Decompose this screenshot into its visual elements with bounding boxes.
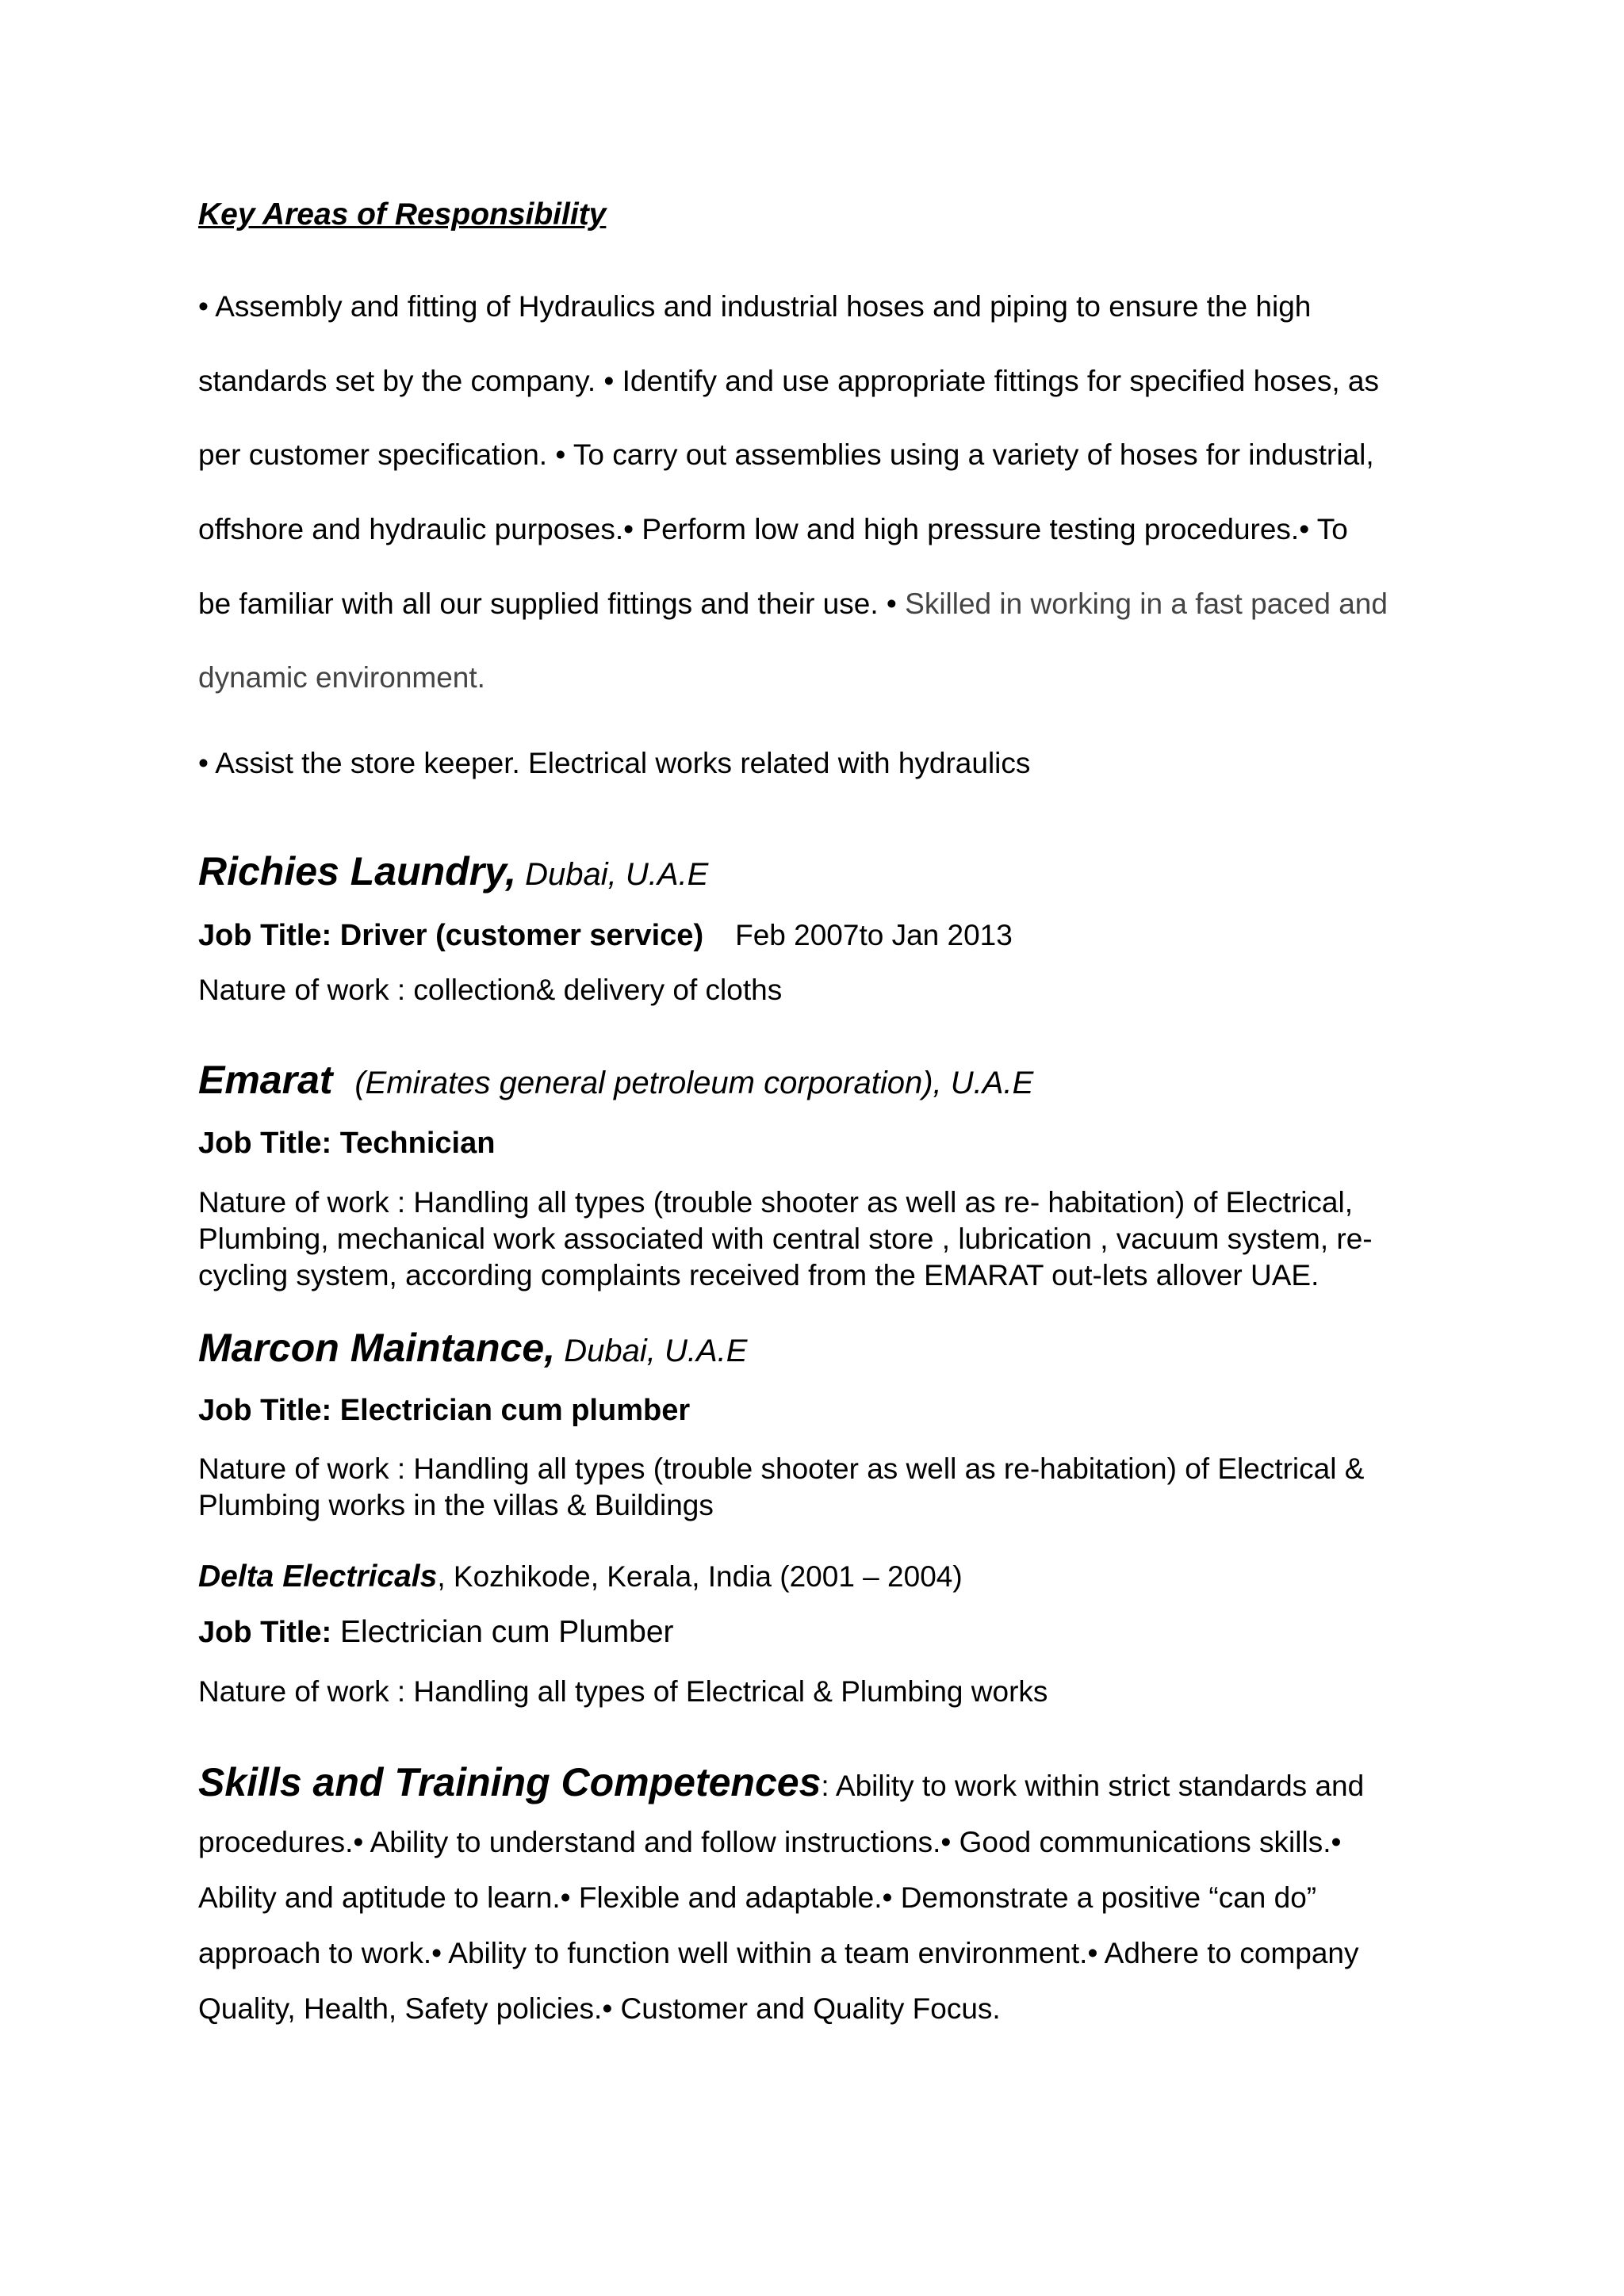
skills-heading: Skills and Training Competences (198, 1760, 822, 1804)
nature-richies: Nature of work : collection& delivery of cloths (198, 974, 783, 1006)
skills-line-3: approach to work.• Ability to function well within a team environment.• Adhere to company (198, 1937, 1359, 1969)
company-delta-location: , Kozhikode, Kerala, India (2001 – 2004) (437, 1560, 963, 1593)
section-heading-responsibility: Key Areas of Responsibility (198, 197, 607, 232)
company-emarat-subtitle: (Emirates general petroleum corporation), U.A.E (354, 1066, 1034, 1100)
skills-line-2: Ability and aptitude to learn.• Flexible and adaptable.• Demonstrate a positive “can do” (198, 1881, 1317, 1914)
job-title-marcon: Job Title: Electrician cum plumber (198, 1394, 691, 1427)
responsibility-line-5-grey: Skilled in working in a fast paced and (896, 587, 1388, 620)
skills-first-line (198, 1757, 1364, 1812)
nature-marcon-line-1: Nature of work : Handling all types (trouble shooter as well as re-habitation) of Electrical & (198, 1452, 1365, 1485)
company-delta-name: Delta Electricals (198, 1559, 438, 1594)
company-emarat-name: Emarat (198, 1058, 333, 1102)
job-title-delta (198, 1614, 674, 1651)
job-title-delta-value: Electrician cum Plumber (331, 1615, 674, 1649)
company-marcon (198, 1324, 747, 1375)
responsibility-line-3: per customer specification. • To carry out assemblies using a variety of hoses for industrial, (198, 438, 1374, 471)
responsibility-line-6: dynamic environment. (198, 661, 485, 694)
company-richies (198, 848, 708, 898)
job-title-richies (198, 917, 1013, 954)
responsibility-line-1: • Assembly and fitting of Hydraulics and industrial hoses and piping to ensure the high (198, 290, 1312, 323)
nature-emarat-line-1: Nature of work : Handling all types (trouble shooter as well as re- habitation) of Electrical, (198, 1186, 1354, 1219)
responsibility-line-4: offshore and hydraulic purposes.• Perform low and high pressure testing procedures.• To (198, 513, 1348, 545)
responsibility-line-5 (198, 586, 1388, 622)
responsibility-line-5-text: be familiar with all our supplied fittings and their use. • (198, 587, 897, 620)
company-marcon-location: Dubai, U.A.E (555, 1334, 748, 1368)
job-dates-richies: Feb 2007to Jan 2013 (735, 919, 1013, 951)
company-delta (198, 1559, 963, 1595)
nature-emarat-line-3: cycling system, according complaints received from the EMARAT out-lets allover UAE. (198, 1259, 1320, 1292)
skills-line-1: procedures.• Ability to understand and follow instructions.• Good communications skills.• (198, 1826, 1342, 1858)
company-marcon-name: Marcon Maintance, (198, 1326, 556, 1370)
skills-first-line-text: : Ability to work within strict standards and (821, 1770, 1365, 1802)
skills-line-4: Quality, Health, Safety policies.• Customer and Quality Focus. (198, 1992, 1001, 2025)
nature-delta: Nature of work : Handling all types of Electrical & Plumbing works (198, 1675, 1048, 1708)
nature-emarat-line-2: Plumbing, mechanical work associated with central store , lubrication , vacuum system, re- (198, 1223, 1373, 1255)
company-richies-location: Dubai, U.A.E (516, 857, 709, 892)
job-title-delta-label: Job Title: (198, 1616, 332, 1649)
company-emarat (198, 1056, 1033, 1107)
nature-marcon-line-2: Plumbing works in the villas & Buildings (198, 1489, 714, 1521)
company-richies-name: Richies Laundry, (198, 849, 517, 894)
job-title-richies-label: Job Title: Driver (customer service) (198, 919, 704, 952)
responsibility-assist: • Assist the store keeper. Electrical works related with hydraulics (198, 747, 1031, 779)
job-title-emarat: Job Title: Technician (198, 1127, 496, 1160)
responsibility-line-2: standards set by the company. • Identify and use appropriate fittings for specified hoses, as (198, 365, 1379, 397)
